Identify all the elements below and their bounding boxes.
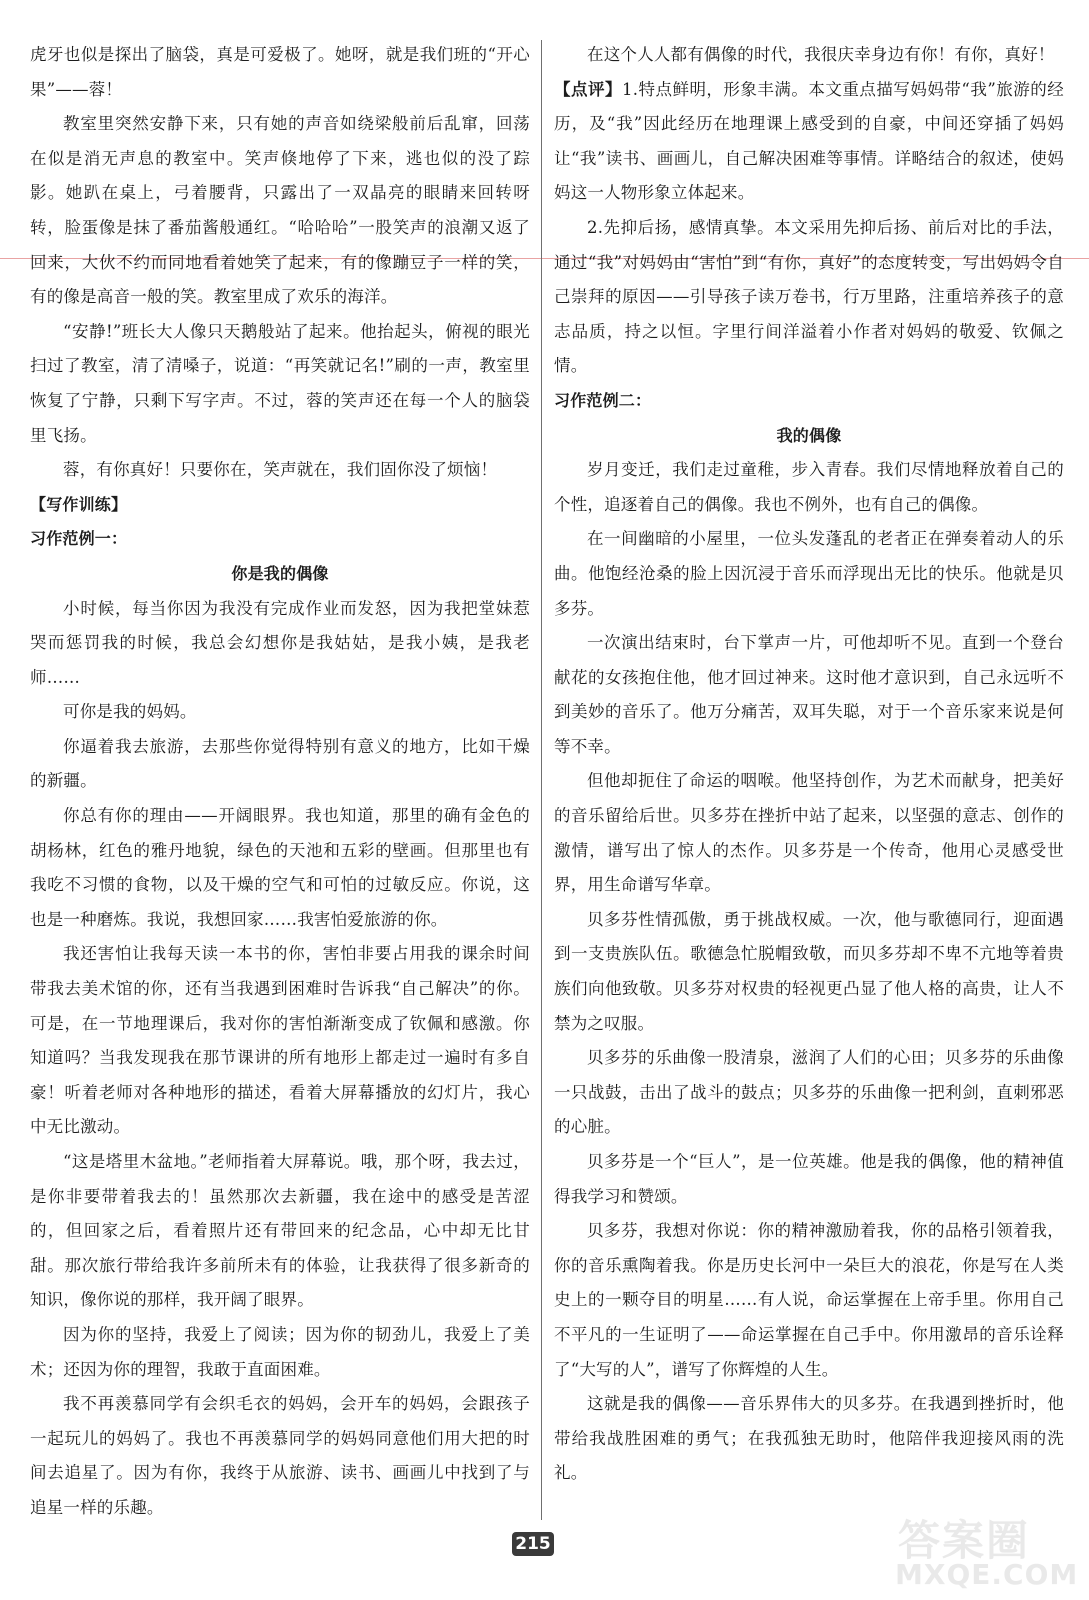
paragraph: 可你是我的妈妈。 — [63, 702, 197, 722]
paragraph: 教室里突然安静下来，只有她的声音如绕梁般前后乱窜，回荡在似是消无声息的教室中。笑声倏地停了下来，逃也似的没了踪影。她趴在桌上，弓着腰背，只露出了一双晶亮的眼睛来回转呀转，脸蛋像是抹了番茄酱般通红。“哈哈哈”一股笑声的浪潮又返了回来，大伙不约而同地看着她笑了起来，有的像蹦豆子一样的笑，有的像是高音一般的笑。教室里成了欢乐的海洋。 — [30, 114, 530, 307]
paragraph: 但他却扼住了命运的咽喉。他坚持创作，为艺术而献身，把美好的音乐留给后世。贝多芬在挫折中站了起来，以坚强的意志、创作的激情，谱写出了惊人的杰作。贝多芬是一个传奇，他用心灵感受世界，用生命谱写华章。 — [554, 771, 1064, 895]
comment-paragraph — [554, 73, 1064, 211]
paragraph: 贝多芬的乐曲像一股清泉，滋润了人们的心田；贝多芬的乐曲像一只战鼓，击出了战斗的鼓点；贝多芬的乐曲像一把利剑，直刺邪恶的心脏。 — [554, 1048, 1064, 1137]
paragraph: “这是塔里木盆地。”老师指着大屏幕说。哦，那个呀，我去过，是你非要带着我去的！虽然那次去新疆，我在途中的感受是苦涩的，但回家之后，看着照片还有带回来的纪念品，心中却无比甘甜。那次旅行带给我许多前所未有的体验，让我获得了很多新奇的知识，像你说的那样，我开阔了眼界。 — [30, 1152, 530, 1310]
paragraph: “安静!”班长大人像只天鹅般站了起来。他抬起头，俯视的眼光扫过了教室，清了清嗓子，说道：“再笑就记名!”刷的一声，教室里恢复了宁静，只剩下写字声。不过，蓉的笑声还在每一个人的脑袋里飞扬。 — [30, 321, 530, 445]
paragraph: 岁月变迁，我们走过童稚，步入青春。我们尽情地释放着自己的个性，追逐着自己的偶像。我也不例外，也有自己的偶像。 — [554, 460, 1064, 514]
paragraph: 我不再羡慕同学有会织毛衣的妈妈，会开车的妈妈，会跟孩子一起玩儿的妈妈了。我也不再羡慕同学的妈妈同意他们用大把的时间去追星了。因为有你，我终于从旅游、读书、画画儿中找到了与追星一样的乐趣。 — [30, 1394, 530, 1517]
comment-paragraph — [554, 211, 1064, 384]
paragraph: 蓉，有你真好！只要你在，笑声就在，我们固你没了烦恼！ — [63, 460, 498, 480]
paragraph: 小时候，每当你因为我没有完成作业而发怒，因为我把堂妹惹哭而惩罚我的时候，我总会幻想你是我姑姑，是我小姨，是我老师…… — [30, 598, 530, 687]
paragraph: 你总有你的理由——开阔眼界。我也知道，那里的确有金色的胡杨林，红色的雅丹地貌，绿色的天池和五彩的壁画。但那里也有我吃不习惯的食物，以及干燥的空气和可怕的过敏反应。你说，这也是一种磨炼。我说，我想回家……我害怕爱旅游的你。 — [30, 806, 530, 929]
essay-title-one: 你是我的偶像 — [231, 563, 329, 583]
watermark-url: MXQE.COM — [895, 1558, 1079, 1591]
left-column — [30, 38, 530, 1526]
paragraph: 因为你的坚持，我爱上了阅读；因为你的韧劲儿，我爱上了美术；还因为你的理智，我敢于直面困难。 — [30, 1324, 530, 1379]
paragraph: 在这个人人都有偶像的时代，我很庆幸身边有你！有你，真好！ — [587, 45, 1055, 64]
essay-one-ending — [554, 38, 1064, 73]
section-label-writing-training: 【写作训练】 — [30, 494, 128, 514]
paragraph: 贝多芬，我想对你说：你的精神激励着我，你的品格引领着我，你的音乐熏陶着我。你是历史长河中一朵巨大的浪花，你是写在人类史上的一颗夺目的明星……有人说，命运掌握在上帝手里。你用自己不平凡的一生证明了——命运掌握在自己手中。你用激昂的音乐诠释了“大写的人”，谱写了你辉煌的人生。 — [554, 1221, 1064, 1379]
essay-title-two: 我的偶像 — [776, 425, 842, 445]
left-opening-paragraphs — [30, 38, 530, 488]
paragraph: 你逼着我去旅游，去那些你觉得特别有意义的地方，比如干燥的新疆。 — [30, 736, 530, 791]
essay-one-body — [30, 592, 530, 1526]
comment-section — [554, 73, 1064, 384]
paragraph: 贝多芬是一个“巨人”，是一位英雄。他是我的偶像，他的精神值得我学习和赞颂。 — [554, 1152, 1064, 1206]
paragraph: 虎牙也似是探出了脑袋，真是可爱极了。她呀，就是我们班的“开心果”——蓉！ — [30, 45, 530, 99]
comment-text: 1.特点鲜明，形象丰满。本文重点描写妈妈带“我”旅游的经历，及“我”因此经历在地理课上感受到的自豪，中间还穿插了妈妈让“我”读书、画画儿，自己解决困难等事情。详略结合的叙述，使妈妈这一人物形象立体起来。 — [554, 79, 1064, 203]
paragraph: 一次演出结束时，台下掌声一片，可他却听不见。直到一个登台献花的女孩抱住他，他才回过神来。这时他才意识到，自己永远听不到美妙的音乐了。他万分痛苦，双耳失聪，对于一个音乐家来说是何等不幸。 — [554, 633, 1064, 756]
page-number: 215 — [512, 1532, 554, 1556]
comment-label: 【点评】 — [554, 79, 622, 99]
watermark-logo-text: 答案圈 — [898, 1516, 1031, 1565]
example-label-two: 习作范例二： — [554, 390, 652, 410]
paragraph: 这就是我的偶像——音乐界伟大的贝多芬。在我遇到挫折时，他带给我战胜困难的勇气；在我孤独无助时，他陪伴我迎接风雨的洗礼。 — [554, 1394, 1064, 1483]
paragraph: 在一间幽暗的小屋里，一位头发蓬乱的老者正在弹奏着动人的乐曲。他饱经沧桑的脸上因沉浸于音乐而浮现出无比的快乐。他就是贝多芬。 — [554, 529, 1064, 618]
paragraph: 贝多芬性情孤傲，勇于挑战权威。一次，他与歌德同行，迎面遇到一支贵族队伍。歌德急忙脱帽致敬，而贝多芬却不卑不亢地等着贵族们向他致敬。贝多芬对权贵的轻视更凸显了他人格的高贵，让人不禁为之叹服。 — [554, 909, 1064, 1033]
essay-two-body — [554, 453, 1064, 1491]
right-column — [554, 38, 1064, 1491]
comment-text: 2.先抑后扬，感情真挚。本文采用先抑后扬、前后对比的手法，通过“我”对妈妈由“害怕”到“有你，真好”的态度转变，写出妈妈令自己崇拜的原因——引导孩子读万卷书，行万里路，注重培养孩子的意志品质，持之以恒。字里行间洋溢着小作者对妈妈的敬爱、钦佩之情。 — [554, 217, 1064, 376]
example-label-one: 习作范例一： — [30, 529, 128, 549]
column-divider — [541, 40, 542, 1520]
paragraph: 我还害怕让我每天读一本书的你，害怕非要占用我的课余时间带我去美术馆的你，还有当我遇到困难时告诉我“自己解决”的你。可是，在一节地理课后，我对你的害怕渐渐变成了钦佩和感激。你知道吗？当我发现我在那节课讲的所有地形上都走过一遍时有多自豪！听着老师对各种地形的描述，看着大屏幕播放的幻灯片，我心中无比激动。 — [30, 944, 530, 1137]
